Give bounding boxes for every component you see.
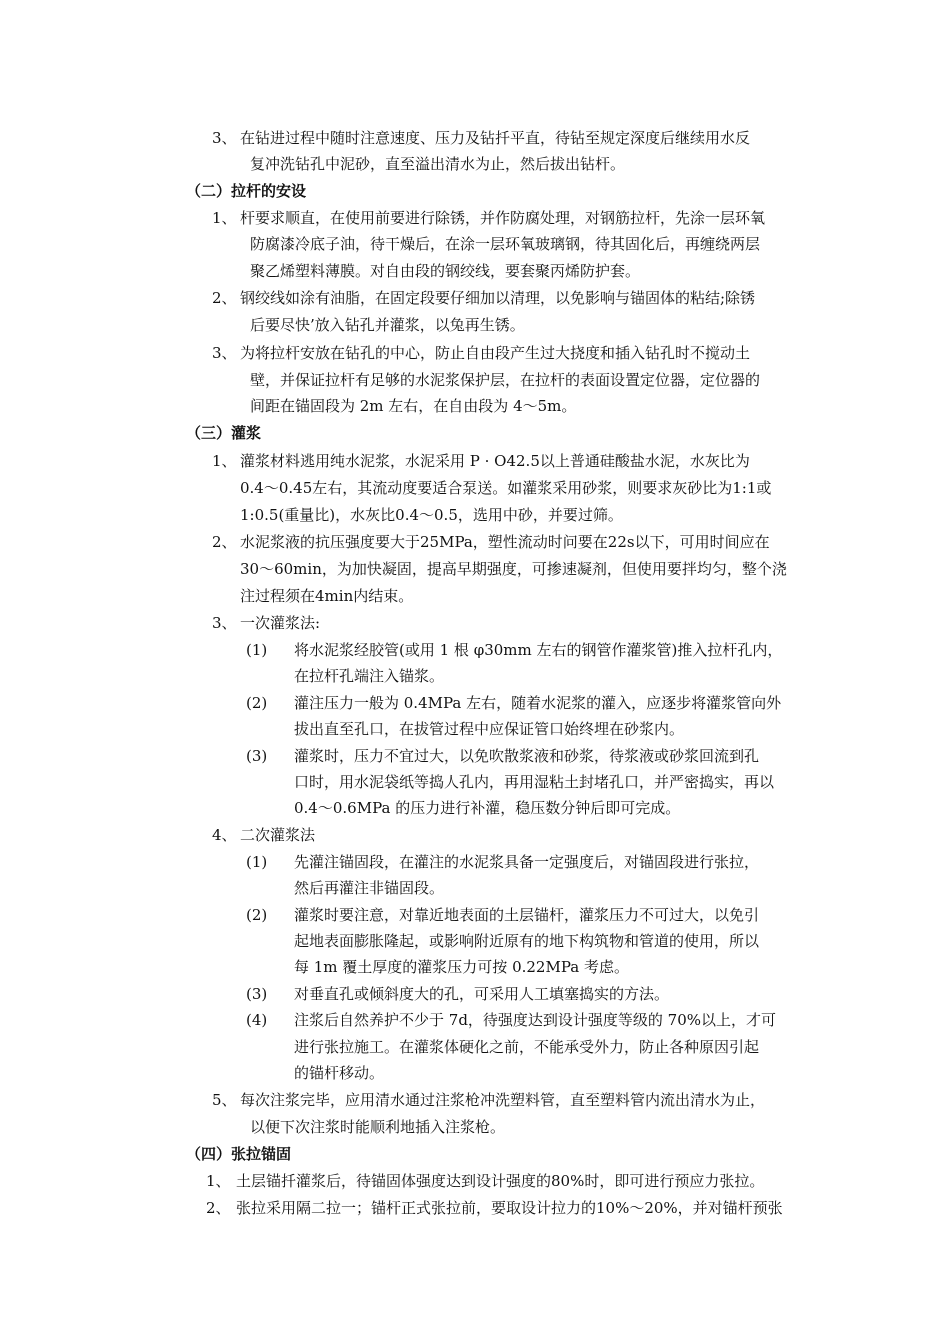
paragraph-line: 钢绞线如涂有油脂，在固定段要仔细加以清理，以免影响与锚固体的粘结;除锈 (240, 289, 756, 307)
list-number: 1、 (212, 209, 237, 227)
paragraph-line: 间距在锚固段为 2m 左右，在自由段为 4～5m。 (250, 397, 577, 415)
section-heading: （三）灌浆 (186, 424, 262, 442)
list-number: 3、 (212, 344, 237, 362)
paragraph-line: 每次注浆完毕，应用清水通过注浆枪冲洗塑料管，直至塑料管内流出清水为止， (240, 1091, 766, 1109)
paragraph-line: 聚乙烯塑料薄膜。对自由段的钢绞线，要套聚丙烯防护套。 (250, 262, 641, 280)
paragraph-line: 后要尽快’放入钻孔并灌浆，以兔再生锈。 (250, 316, 525, 334)
paragraph-line: 灌浆时要注意，对靠近地表面的土层锚杆，灌浆压力不可过大，以免引 (294, 906, 760, 924)
sub-list-number: (4) (246, 1011, 268, 1029)
paragraph-line: 0.4～0.45左右，其流动度要适合泵送。如灌浆采用砂浆，则要求灰砂比为1:1或 (240, 479, 772, 497)
paragraph-line: 杆要求顺直，在使用前要进行除锈，并作防腐处理，对钢筋拉杆，先涂一层环氧 (240, 209, 766, 227)
list-number: 2、 (212, 533, 237, 551)
paragraph-line: 灌浆时，压力不宜过大，以免吹散浆液和砂浆，待浆液或砂浆回流到孔 (294, 747, 760, 765)
paragraph-line: 口时，用水泥袋纸等捣人孔内，再用湿粘土封堵孔口，并严密捣实，再以 (294, 773, 775, 791)
paragraph-line: 拔出直至孔口，在拔管过程中应保证管口始终埋在砂浆内。 (294, 720, 685, 738)
paragraph-line: 30～60min，为加快凝固，提高早期强度，可掺速凝剂，但使用要拌均匀，整个浇 (240, 560, 787, 578)
paragraph-line: 在钻进过程中随时注意速度、压力及钻扦平直，待钻至规定深度后继续用水反 (240, 129, 751, 147)
paragraph-line: 土层锚扦灌浆后，待锚固体强度达到设计强度的80%时，即可进行预应力张拉。 (236, 1172, 765, 1190)
paragraph-line: 复冲洗钻孔中泥砂，直至溢出清水为止，然后拔出钻杆。 (250, 155, 626, 173)
paragraph-line: 张拉采用隔二拉一；锚杆正式张拉前，要取设计拉力的10%～20%，并对锚杆预张 (236, 1199, 783, 1217)
paragraph-line: 先灌注锚固段，在灌注的水泥浆具备一定强度后，对锚固段进行张拉， (294, 853, 760, 871)
section-heading: （二）拉杆的安设 (186, 182, 307, 200)
list-number: 1、 (206, 1172, 231, 1190)
paragraph-line: 注浆后自然养护不少于 7d，待强度达到设计强度等级的 70%以上，才可 (294, 1011, 777, 1029)
sub-list-number: (2) (246, 906, 268, 924)
sub-list-number: (2) (246, 694, 268, 712)
paragraph-line: 为将拉杆安放在钻孔的中心，防止自由段产生过大挠度和插入钻孔时不搅动土 (240, 344, 751, 362)
list-number: 3、 (212, 614, 237, 632)
paragraph-line: 壁，并保证拉杆有足够的水泥浆保护层，在拉杆的表面设置定位器，定位器的 (250, 371, 761, 389)
paragraph-line: 每 1m 覆土厚度的灌浆压力可按 0.22MPa 考虑。 (294, 958, 629, 976)
paragraph-line: 一次灌浆法: (240, 614, 321, 632)
paragraph-line: 起地表面膨胀隆起，或影响附近原有的地下构筑物和管道的使用，所以 (294, 932, 760, 950)
paragraph-line: 防腐漆冷底子油，待干燥后，在涂一层环氧玻璃钢，待其固化后，再缠绕两层 (250, 235, 761, 253)
sub-list-number: (1) (246, 641, 268, 659)
paragraph-line: 1:0.5(重量比)，水灰比0.4～0.5，选用中砂，并要过筛。 (240, 506, 623, 524)
paragraph-line: 然后再灌注非锚固段。 (294, 879, 445, 897)
list-number: 1、 (212, 452, 237, 470)
paragraph-line: 对垂直孔或倾斜度大的孔，可采用人工填塞捣实的方法。 (294, 985, 670, 1003)
paragraph-line: 的锚杆移动。 (294, 1064, 385, 1082)
list-number: 2、 (212, 289, 237, 307)
paragraph-line: 水泥浆液的抗压强度要大于25MPa，塑性流动时问要在22s以下，可用时间应在 (240, 533, 770, 551)
sub-list-number: (1) (246, 853, 268, 871)
list-number: 5、 (212, 1091, 237, 1109)
paragraph-line: 注过程须在4min内结束。 (240, 587, 414, 605)
paragraph-line: 灌浆材料逃用纯水泥浆，水泥采用 P · O42.5以上普通硅酸盐水泥，水灰比为 (240, 452, 750, 470)
sub-list-number: (3) (246, 747, 268, 765)
paragraph-line: 进行张拉施工。在灌浆体硬化之前，不能承受外力，防止各种原因引起 (294, 1038, 760, 1056)
list-number: 3、 (212, 129, 237, 147)
sub-list-number: (3) (246, 985, 268, 1003)
paragraph-line: 以便下次注浆时能顺利地插入注浆枪。 (250, 1118, 506, 1136)
list-number: 2、 (206, 1199, 231, 1217)
paragraph-line: 灌注压力一般为 0.4MPa 左右，随着水泥浆的灌入，应逐步将灌浆管向外 (294, 694, 782, 712)
paragraph-line: 二次灌浆法 (240, 826, 316, 844)
paragraph-line: 0.4～0.6MPa 的压力进行补灌，稳压数分钟后即可完成。 (294, 799, 681, 817)
section-heading: （四）张拉锚固 (186, 1145, 292, 1163)
list-number: 4、 (212, 826, 237, 844)
paragraph-line: 在拉杆孔端注入锚浆。 (294, 667, 445, 685)
paragraph-line: 将水泥浆经胶管(或用 1 根 φ30mm 左右的钢管作灌浆管)推入拉杆孔内， (294, 641, 783, 659)
